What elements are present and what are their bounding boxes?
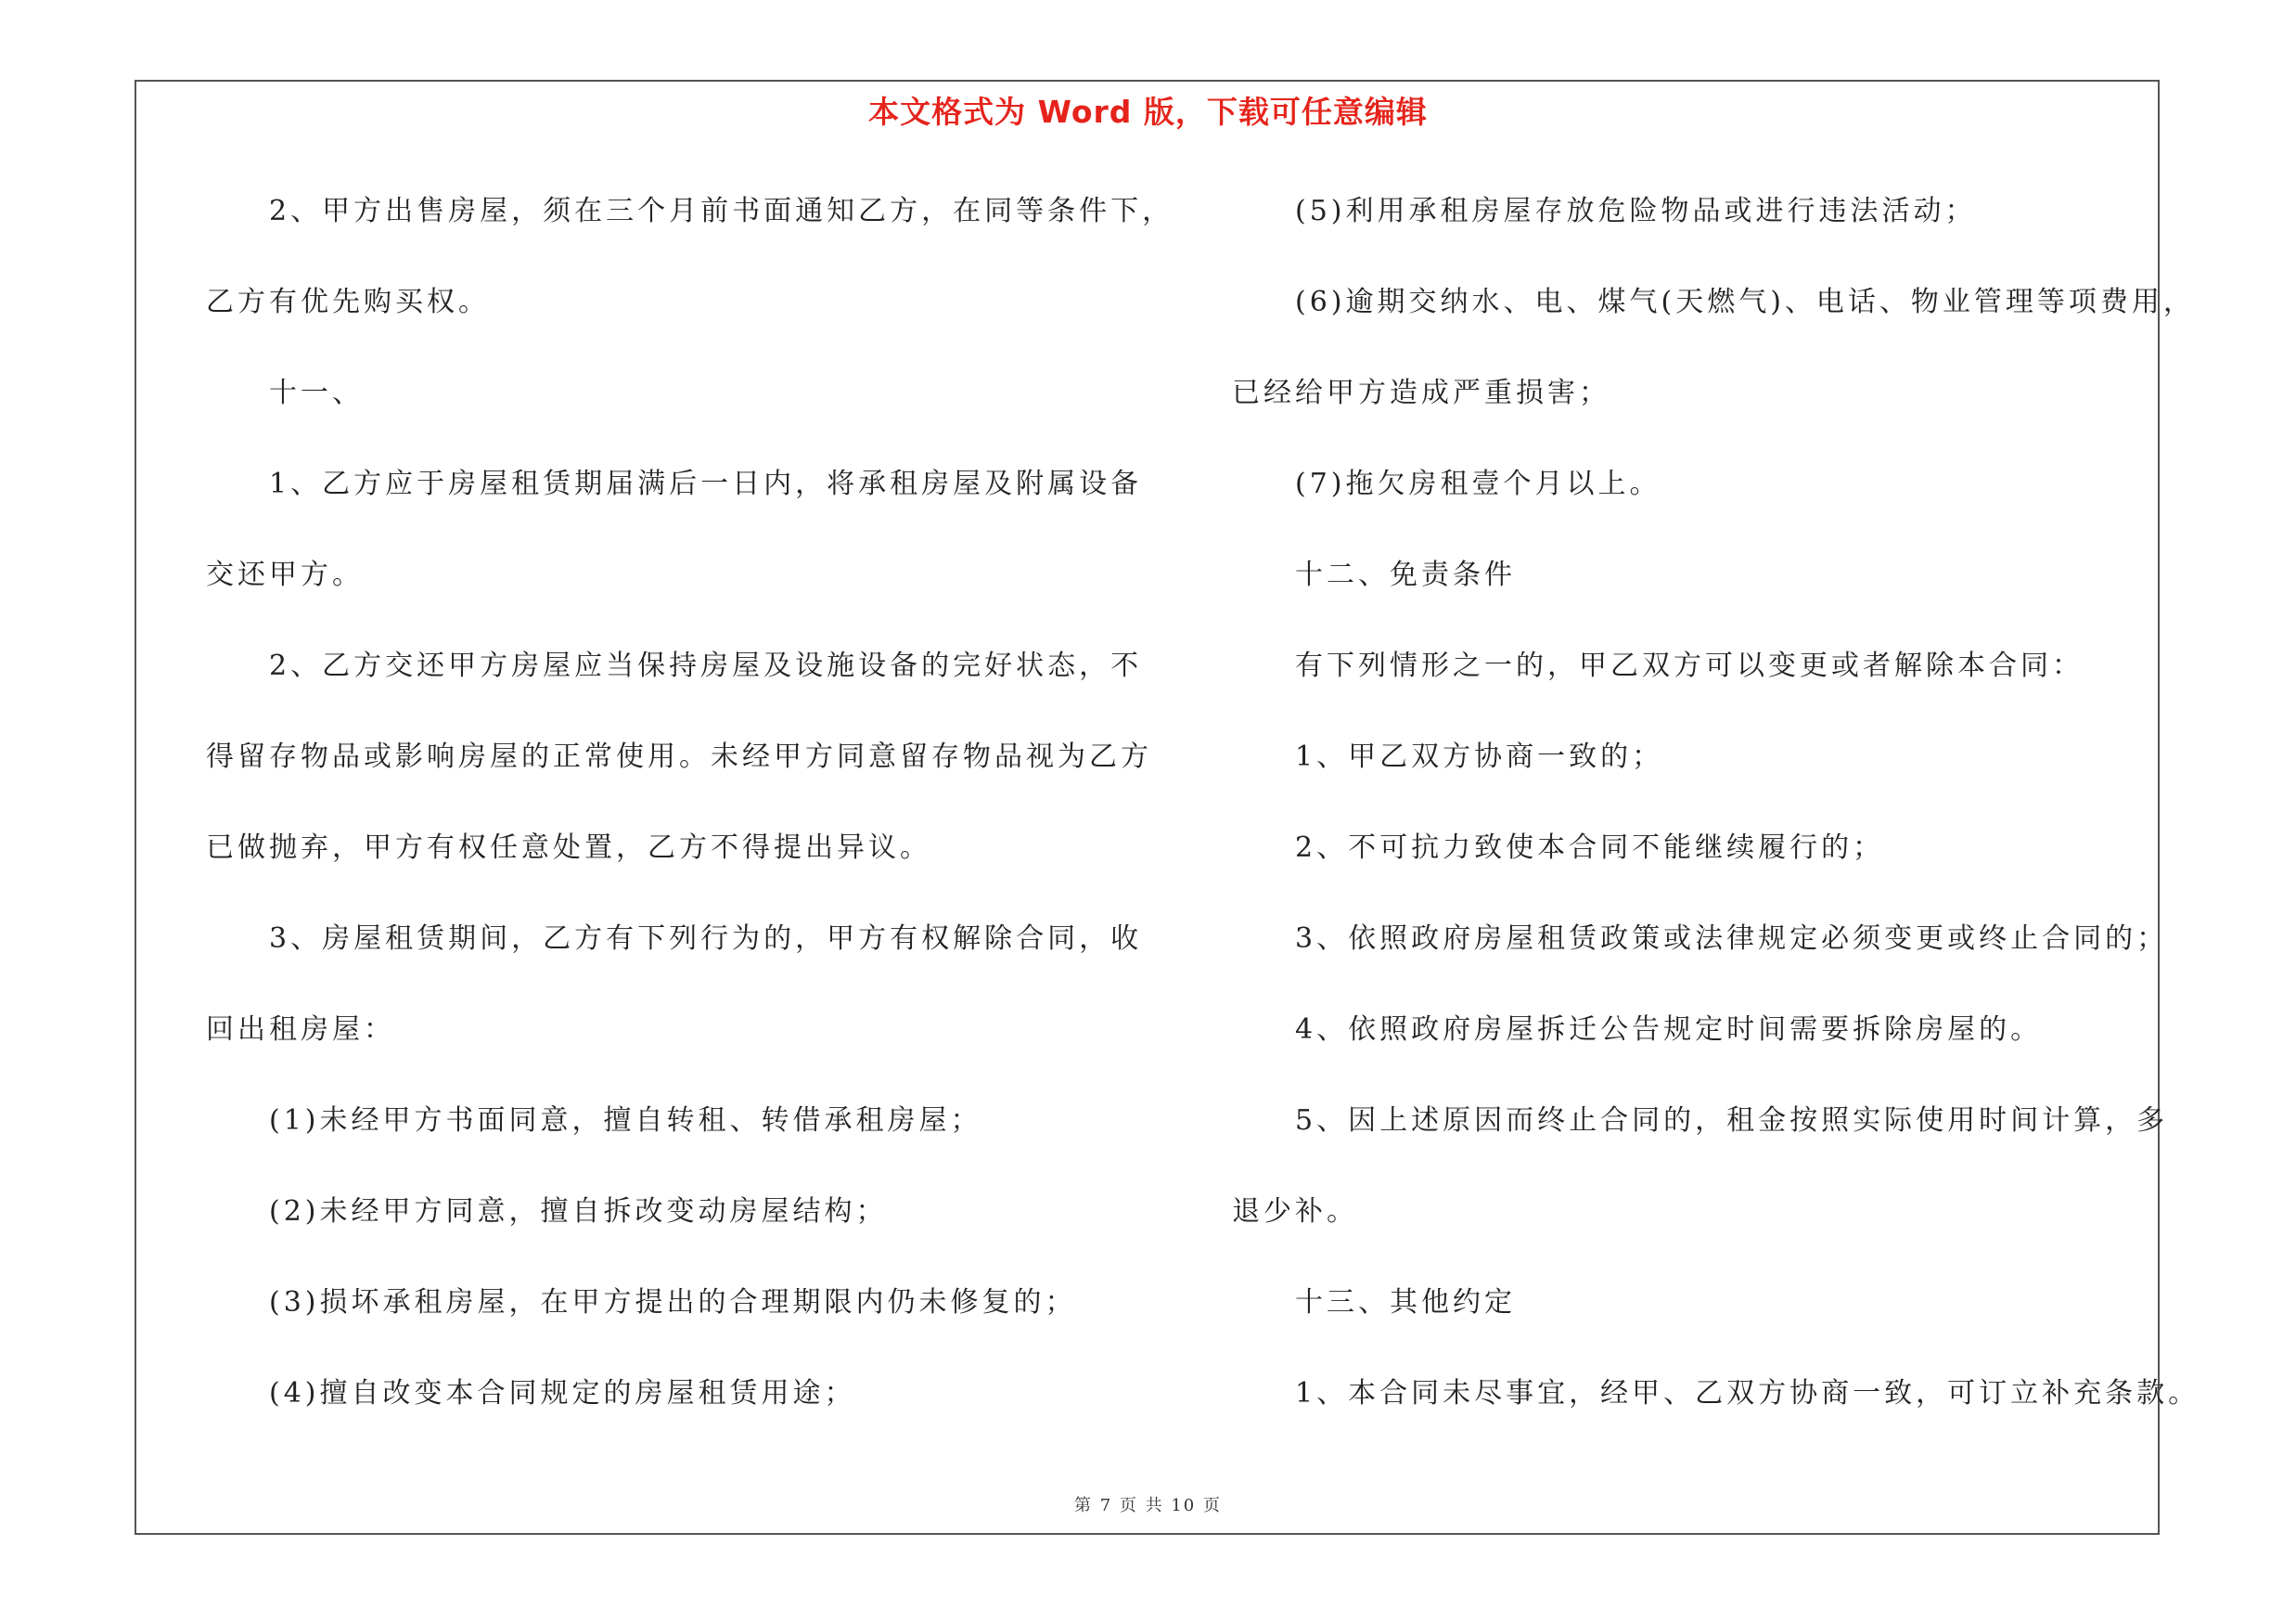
section-heading: 十三、其他约定 bbox=[1232, 1286, 1516, 1319]
text-line: 得留存物品或影响房屋的正常使用。未经甲方同意留存物品视为乙方 bbox=[206, 741, 1152, 773]
text-line: 退少补。 bbox=[1232, 1195, 1358, 1228]
left-column bbox=[206, 182, 1180, 1455]
text-line: 5、因上述原因而终止合同的，租金按照实际使用时间计算，多 bbox=[1232, 1104, 2169, 1137]
text-line: (5)利用承租房屋存放危险物品或进行违法活动； bbox=[1232, 195, 1977, 227]
text-line: 交还甲方。 bbox=[206, 559, 364, 591]
text-line: (6)逾期交纳水、电、煤气(天燃气)、电话、物业管理等项费用， bbox=[1232, 286, 2195, 318]
text-line: 2、甲方出售房屋，须在三个月前书面通知乙方，在同等条件下， bbox=[206, 195, 1174, 227]
page-number: 第 7 页 共 10 页 bbox=[1074, 1496, 1222, 1515]
text-line: 1、乙方应于房屋租赁期届满后一日内，将承租房屋及附属设备 bbox=[206, 468, 1143, 500]
text-line: 3、依照政府房屋租赁政策或法律规定必须变更或终止合同的； bbox=[1232, 922, 2169, 955]
section-heading: 十二、免责条件 bbox=[1232, 559, 1516, 591]
text-line: 2、不可抗力致使本合同不能继续履行的； bbox=[1232, 831, 1885, 864]
text-line: 回出租房屋： bbox=[206, 1013, 395, 1046]
text-line: 1、甲乙双方协商一致的； bbox=[1232, 741, 1664, 773]
text-line: 有下列情形之一的，甲乙双方可以变更或者解除本合同： bbox=[1232, 650, 2084, 682]
text-line: (1)未经甲方书面同意，擅自转租、转借承租房屋； bbox=[206, 1104, 982, 1137]
text-line: (2)未经甲方同意，擅自拆改变动房屋结构； bbox=[206, 1195, 888, 1228]
text-line: 4、依照政府房屋拆迁公告规定时间需要拆除房屋的。 bbox=[1232, 1013, 2043, 1046]
text-line: 已经给甲方造成严重损害； bbox=[1232, 377, 1610, 409]
text-line: (3)损坏承租房屋，在甲方提出的合理期限内仍未修复的； bbox=[206, 1286, 1077, 1319]
text-line: 3、房屋租赁期间，乙方有下列行为的，甲方有权解除合同，收 bbox=[206, 922, 1143, 955]
text-line: 2、乙方交还甲方房屋应当保持房屋及设施设备的完好状态，不 bbox=[206, 650, 1143, 682]
right-column bbox=[1232, 182, 2200, 1455]
text-line: 1、本合同未尽事宜，经甲、乙双方协商一致，可订立补充条款。 bbox=[1232, 1377, 2200, 1410]
section-heading: 十一、 bbox=[206, 377, 364, 409]
text-line: 乙方有优先购买权。 bbox=[206, 286, 490, 318]
text-line: (7)拖欠房租壹个月以上。 bbox=[1232, 468, 1661, 500]
word-format-banner: 本文格式为 Word 版，下载可任意编辑 bbox=[868, 94, 1428, 130]
text-line: (4)擅自改变本合同规定的房屋租赁用途； bbox=[206, 1377, 856, 1410]
text-line: 已做抛弃，甲方有权任意处置，乙方不得提出异议。 bbox=[206, 831, 931, 864]
